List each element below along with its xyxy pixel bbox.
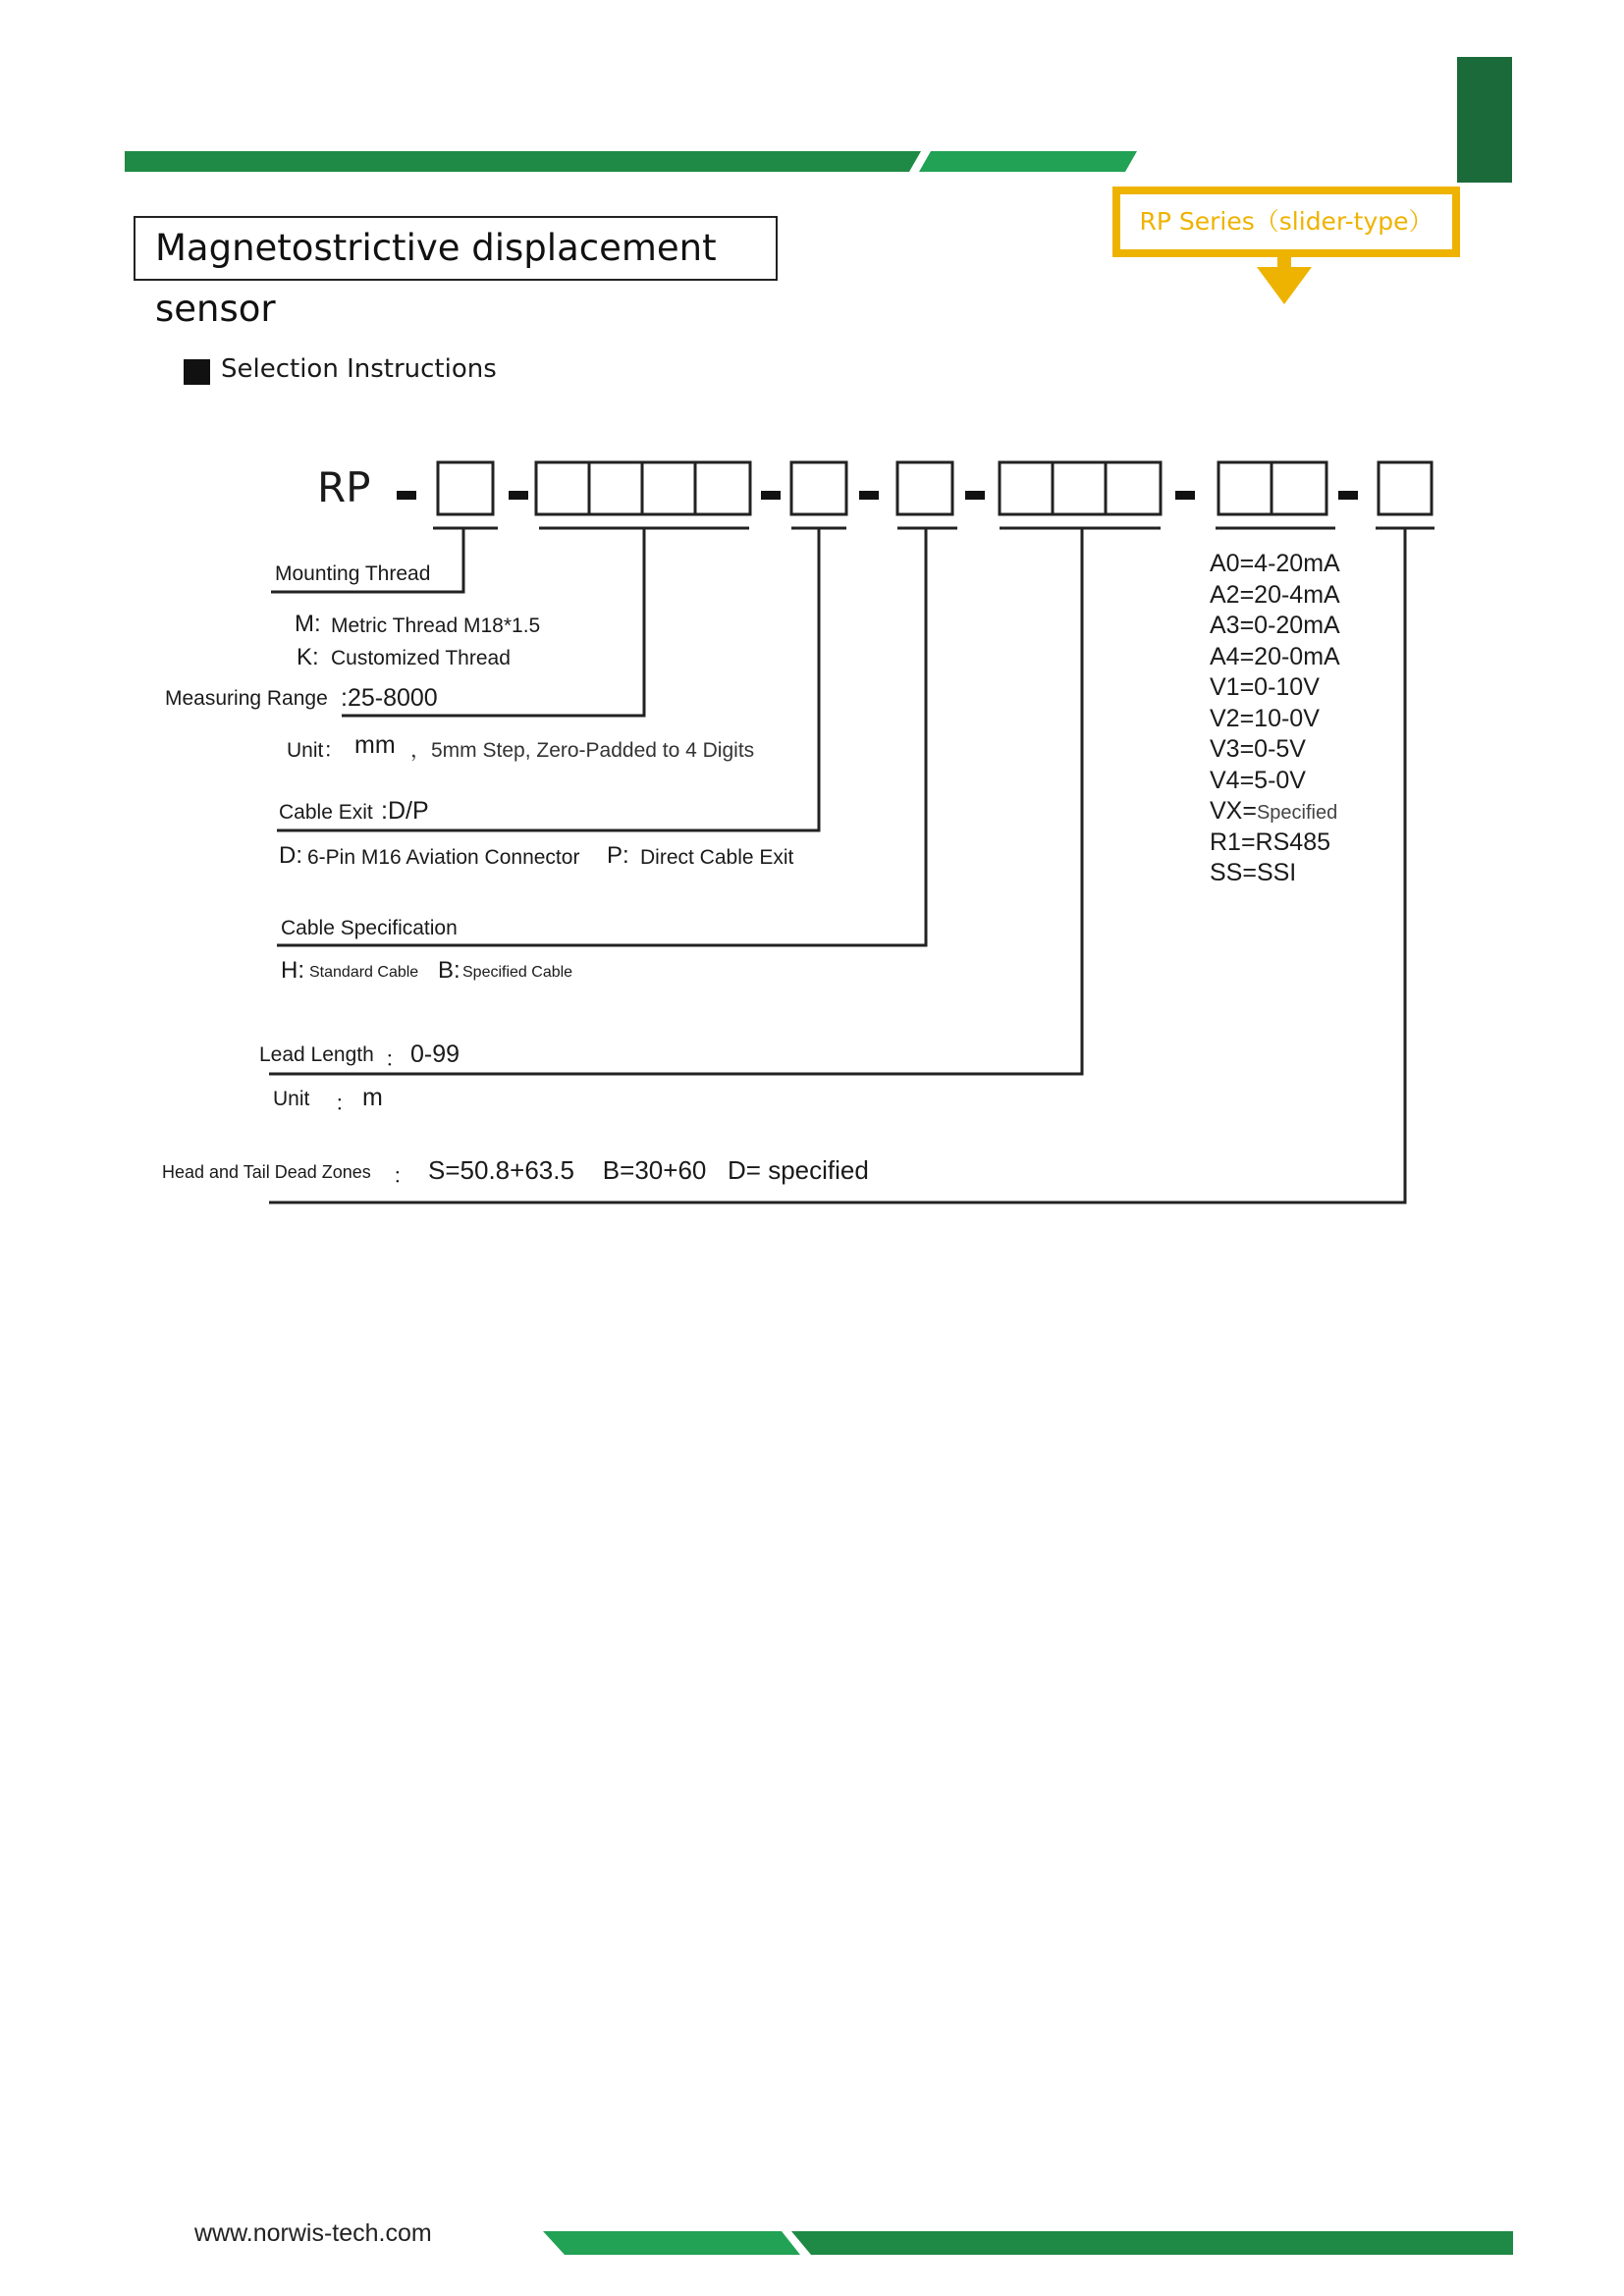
output-option: A3=0-20mA [1210,612,1340,639]
range-value: :25-8000 [341,684,438,712]
cable-spec-h-key: H: [281,957,304,984]
footer-bar-light [543,2231,800,2255]
lead-unit-label: Unit [273,1088,310,1110]
output-option: A2=20-4mA [1210,580,1340,609]
box-range-4 [695,462,750,514]
cable-exit-d-text: 6-Pin M16 Aviation Connector [307,846,580,869]
dash-7 [1338,491,1358,500]
cable-exit-p-key: P: [607,842,629,869]
code-prefix: RP [317,463,371,511]
box-lead-1 [1000,462,1053,514]
cable-spec-label: Cable Specification [281,917,458,939]
series-badge-label: RP Series（slider-type） [1120,194,1452,249]
footer-url[interactable]: www.norwis-tech.com [194,2219,432,2247]
dash-6 [1175,491,1195,500]
series-badge [1112,187,1460,257]
box-dead-zone [1379,462,1432,514]
output-option: V4=5-0V [1210,766,1306,794]
lead-colon: ： [385,1048,406,1071]
lead-unit-value: m [362,1084,383,1111]
cable-spec-b-text: Specified Cable [462,964,573,981]
section-bullet [184,359,210,385]
output-signal-list [1210,550,1340,890]
lead-label: Lead Length [259,1043,374,1066]
box-range-2 [589,462,642,514]
box-cable-exit [791,462,846,514]
output-option-vx [1210,797,1340,828]
dash-4 [859,491,879,500]
dead-zones-colon: ： [393,1165,413,1188]
box-lead-3 [1106,462,1161,514]
lead-unit-colon: ： [335,1093,355,1115]
badge-arrow-head [1257,267,1312,304]
mounting-option-m-text: Metric Thread M18*1.5 [331,614,541,637]
box-output-2 [1272,462,1326,514]
output-vx-note: Specified [1256,802,1338,824]
cable-exit-d-key: D: [279,842,302,869]
section-heading: Selection Instructions [221,354,497,384]
box-cable-spec [897,462,952,514]
cable-exit-label: Cable Exit [279,801,373,824]
dash-1 [397,491,416,500]
output-option: A4=20-0mA [1210,642,1340,670]
output-option: SS=SSI [1210,859,1297,886]
range-unit-note: ，5mm Step, Zero-Padded to 4 Digits [410,739,755,762]
range-unit-value: mm [354,731,396,759]
output-option: V1=0-10V [1210,673,1320,701]
output-option: R1=RS485 [1210,828,1330,856]
mounting-label: Mounting Thread [275,562,431,585]
box-range-1 [536,462,589,514]
box-output-1 [1218,462,1272,514]
cable-spec-h-text: Standard Cable [309,964,419,981]
page-title: Magnetostrictive displacement sensor [134,216,778,281]
cable-exit-value: :D/P [381,797,429,825]
cable-spec-b-key: B: [438,957,460,984]
lead-value: 0-99 [410,1041,460,1068]
output-option: V3=0-5V [1210,735,1306,763]
range-label: Measuring Range [165,687,328,710]
mounting-option-k-text: Customized Thread [331,647,511,669]
header-bar-light [919,151,1137,172]
dash-2 [509,491,528,500]
output-vx-code: VX= [1210,797,1257,825]
dead-zones-label: Head and Tail Dead Zones [162,1162,371,1182]
code-boxes [438,462,1432,514]
cable-exit-p-text: Direct Cable Exit [640,846,794,869]
mounting-option-m-key: M: [295,611,321,637]
dash-5 [965,491,985,500]
box-mounting [438,462,493,514]
code-dashes [397,491,1358,500]
dash-3 [761,491,781,500]
footer-bar-dark [791,2231,1513,2255]
output-option: A0=4-20mA [1210,550,1340,577]
range-unit-label: Unit： [287,739,345,762]
badge-arrow-stem [1277,257,1291,267]
header-corner-block [1457,57,1512,183]
dead-zones-values: S=50.8+63.5 B=30+60 D= specified [428,1155,869,1185]
output-option: V2=10-0V [1210,704,1320,732]
box-lead-2 [1053,462,1106,514]
box-range-3 [642,462,695,514]
mounting-option-k-key: K: [297,644,319,670]
header-bar-dark [125,151,921,172]
